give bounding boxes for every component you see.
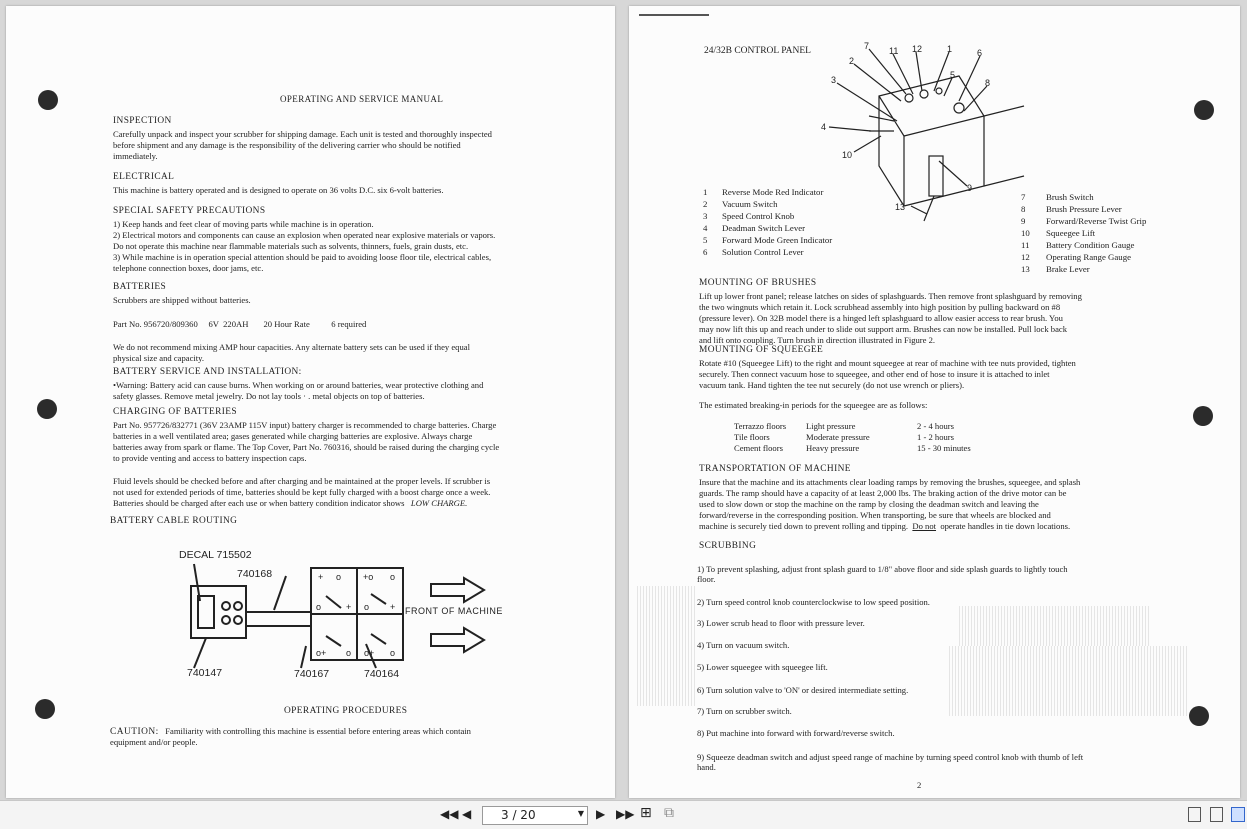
text-line: before shipment and any damage is the responsibility of the delivering carrier who should be notified <box>113 140 461 150</box>
text-line: Rotate #10 (Squeegee Lift) to the right and mount squeegee at rear of machine with tee nuts provided, tighten <box>699 358 1076 368</box>
svg-text:o: o <box>336 572 342 582</box>
text-line: vacuum tank. Hand tighten the tee nut securely (do not use wrench or pliers). <box>699 380 965 390</box>
step-line: 9) Squeeze deadman switch and adjust speed range of machine by turning speed control knob with thumb of left <box>697 752 1084 762</box>
part-label: 740167 <box>294 668 330 680</box>
step-line: hand. <box>697 762 716 772</box>
section-heading: OPERATING PROCEDURES <box>284 706 408 716</box>
legend-label: Forward Mode Green Indicator <box>722 235 833 245</box>
legend-label: Reverse Mode Red Indicator <box>722 187 824 197</box>
table-cell: 1 - 2 hours <box>917 432 954 442</box>
text-line: Fluid levels should be checked before and after charging and be maintained at the proper levels. If scrubber is <box>113 476 491 486</box>
text-line: immediately. <box>113 151 158 161</box>
svg-text:o: o <box>316 602 322 612</box>
legend-number: 5 <box>703 235 708 245</box>
page-indicator: 3 / 20 <box>501 808 536 822</box>
legend-label: Solution Control Lever <box>722 247 804 257</box>
legend-number: 13 <box>1021 264 1030 274</box>
step-line: floor. <box>697 574 716 584</box>
legend-number: 12 <box>1021 252 1030 262</box>
front-of-machine-label: FRONT OF MACHINE <box>405 606 503 616</box>
punch-hole <box>37 399 57 419</box>
text-line: equipment and/or people. <box>110 737 198 747</box>
text-line: This machine is battery operated and is designed to operate on 36 volts D.C. six 6-volt batteries. <box>113 185 444 195</box>
two-page-view-icon[interactable] <box>1231 807 1245 822</box>
text-line: machine is securely tied down to prevent rolling and tipping. Do not operate handles in tie down locations. <box>699 521 1071 531</box>
text-line: Lift up lower front panel; release latches on sides of splashguards. Then remove front splashguard by removing <box>699 291 1082 301</box>
text-line: Do not operate this machine near flammable materials such as solvents, thinners, fuels, grain dusts, etc. <box>113 241 469 251</box>
text-line: not used for extended periods of time, batteries should be kept fully charged with a boost charge once a week. <box>113 487 491 497</box>
first-page-icon[interactable]: ◀◀ <box>440 807 459 821</box>
svg-text:+o: +o <box>363 572 374 582</box>
legend-number: 2 <box>703 199 708 209</box>
step-line: 5) Lower squeegee with squeegee lift. <box>697 662 828 672</box>
section-heading: BATTERY CABLE ROUTING <box>110 516 238 526</box>
step-line: 2) Turn speed control knob counterclockwise to low speed position. <box>697 597 930 607</box>
svg-text:9: 9 <box>967 183 973 193</box>
table-cell: Tile floors <box>734 432 770 442</box>
part-label: 740164 <box>364 668 400 680</box>
legend-label: Brush Pressure Lever <box>1046 204 1122 214</box>
legend-number: 1 <box>703 187 708 197</box>
legend-label: Squeegee Lift <box>1046 228 1096 238</box>
part-label: 740147 <box>187 667 223 679</box>
text-line: 1) Keep hands and feet clear of moving parts while machine is in operation. <box>113 219 374 229</box>
decal-label: DECAL 715502 <box>179 549 252 561</box>
table-cell: Moderate pressure <box>806 432 870 442</box>
text-line: may now lift this up and reach under to slide out support arm. Brushes can now be installed. Pull lock back <box>699 324 1068 334</box>
text-line: The estimated breaking-in periods for the squeegee are as follows: <box>699 400 928 410</box>
svg-text:o: o <box>390 572 396 582</box>
text-line: CAUTION: Familiarity with controlling this machine is essential before entering areas which contain <box>110 726 471 737</box>
svg-text:o+: o+ <box>316 648 327 658</box>
low-charge-label: LOW CHARGE. <box>410 498 468 508</box>
svg-text:o: o <box>346 648 352 658</box>
caution-label: CAUTION: <box>110 727 159 737</box>
svg-text:4: 4 <box>821 122 827 132</box>
viewer-toolbar <box>0 800 1247 829</box>
panel-title: 24/32B CONTROL PANEL <box>704 46 811 56</box>
section-heading: BATTERY SERVICE AND INSTALLATION: <box>113 367 302 377</box>
text-line: to provide venting and access to battery inspection caps. <box>113 453 307 463</box>
svg-text:+: + <box>318 572 324 582</box>
legend-number: 8 <box>1021 204 1026 214</box>
punch-hole <box>38 90 58 110</box>
section-heading: MOUNTING OF BRUSHES <box>699 278 817 288</box>
legend-number: 9 <box>1021 216 1026 226</box>
legend-label: Battery Condition Gauge <box>1046 240 1135 250</box>
scan-noise <box>959 606 1149 646</box>
text-line: and lift onto coupling. Turn brush in direction illustrated in Figure 2. <box>699 335 936 345</box>
section-heading: CHARGING OF BATTERIES <box>113 407 238 417</box>
next-page-icon[interactable]: ▶ <box>596 807 606 821</box>
section-heading: ELECTRICAL <box>113 172 175 182</box>
svg-text:+: + <box>390 602 396 612</box>
callout-number: 7 <box>864 41 870 51</box>
copy-icon[interactable]: ⧉ <box>664 805 674 821</box>
text-line: 2) Electrical motors and components can cause an explosion when operated near explosive materials or vapors. <box>113 230 496 240</box>
svg-text:o: o <box>364 602 370 612</box>
text-line: batteries away from spark or flame. The Top Cover, Part No. 760316, should be raised during the charging cycle <box>113 442 500 452</box>
part-label: 740168 <box>237 568 273 580</box>
text-line: guards. The ramp should have a capacity of at least 2,000 lbs. The braking action of the drive motor can be <box>699 488 1067 498</box>
text-line: We do not recommend mixing AMP hour capacities. Any alternate battery sets can be used if they equal <box>113 342 470 352</box>
text-line: Batteries should be charged after each use or when battery condition indicator shows LOW CHARGE. <box>113 498 468 508</box>
last-page-icon[interactable]: ▶▶ <box>616 807 635 821</box>
table-cell: Heavy pressure <box>806 443 860 453</box>
control-panel-diagram <box>809 36 1039 226</box>
text-line: Carefully unpack and inspect your scrubber for shipping damage. Each unit is tested and thoroughly inspected <box>113 129 492 139</box>
table-cell: Terrazzo floors <box>734 421 787 431</box>
step-line: 7) Turn on scrubber switch. <box>697 706 792 716</box>
text-line: telephone connection boxes, door jams, etc. <box>113 263 264 273</box>
scan-noise <box>637 586 697 706</box>
section-heading: SPECIAL SAFETY PRECAUTIONS <box>113 206 266 216</box>
single-page-view-icon[interactable] <box>1188 807 1201 822</box>
text-line: batteries in a well ventilated area; gases generated while charging batteries are explosive. Always charge <box>113 431 473 441</box>
svg-text:1: 1 <box>947 44 953 54</box>
legend-label: Brake Lever <box>1046 264 1090 274</box>
text-line: •Warning: Battery acid can cause burns. When working on or around batteries, wear protective clothing and <box>113 380 484 390</box>
section-heading: INSPECTION <box>113 116 172 126</box>
punch-hole <box>1194 100 1214 120</box>
scan-noise <box>949 646 1189 716</box>
text-line: Scrubbers are shipped without batteries. <box>113 295 251 305</box>
svg-text:o: o <box>390 648 396 658</box>
text-line: used to slow down or stop the machine on the ramp by closing the deadman switch and leaving the <box>699 499 1039 509</box>
legend-label: Deadman Switch Lever <box>722 223 806 233</box>
section-heading: BATTERIES <box>113 282 167 292</box>
legend-number: 11 <box>1021 240 1030 250</box>
chevron-down-icon[interactable]: ▼ <box>577 809 584 818</box>
legend-label: Speed Control Knob <box>722 211 795 221</box>
text-line: Part No. 956720/809360 6V 220AH 20 Hour Rate 6 required <box>113 319 367 329</box>
punch-hole <box>35 699 55 719</box>
text-line: securely. Then connect vacuum hose to squeegee, and other end of hose to insure it is attached to inlet <box>699 369 1050 379</box>
legend-label: Forward/Reverse Twist Grip <box>1046 216 1147 226</box>
step-line: 3) Lower scrub head to floor with pressure lever. <box>697 618 865 628</box>
scan-mark <box>639 14 709 16</box>
page-right <box>629 6 1240 798</box>
section-heading: TRANSPORTATION OF MACHINE <box>699 464 851 474</box>
table-cell: 2 - 4 hours <box>917 421 954 431</box>
svg-text:5: 5 <box>950 70 956 80</box>
previous-page-icon[interactable]: ◀ <box>462 807 472 821</box>
svg-text:10: 10 <box>842 150 853 160</box>
text-line: Insure that the machine and its attachments clear loading ramps by removing the brushes, squeegee, and splash <box>699 477 1081 487</box>
legend-label: Brush Switch <box>1046 192 1094 202</box>
section-heading: SCRUBBING <box>699 541 757 551</box>
svg-text:2: 2 <box>849 56 855 66</box>
svg-text:+: + <box>346 602 352 612</box>
rotate-icon[interactable]: ⊞ <box>640 805 652 821</box>
step-line: 8) Put machine into forward with forward/reverse switch. <box>697 728 895 738</box>
punch-hole <box>1193 406 1213 426</box>
legend-number: 4 <box>703 223 708 233</box>
svg-text:8: 8 <box>985 78 991 88</box>
step-line: 1) To prevent splashing, adjust front splash guard to 1/8" above floor and side splash guards to lightly touch <box>697 564 1068 574</box>
svg-text:12: 12 <box>912 44 923 54</box>
svg-text:13: 13 <box>895 202 906 212</box>
section-heading: MOUNTING OF SQUEEGEE <box>699 345 824 355</box>
legend-number: 3 <box>703 211 708 221</box>
manual-title: OPERATING AND SERVICE MANUAL <box>280 94 444 104</box>
table-cell: Light pressure <box>806 421 856 431</box>
text-line: Part No. 957726/832771 (36V 23AMP 115V input) battery charger is recommended to charge batteries. Charge <box>113 420 497 430</box>
continuous-view-icon[interactable] <box>1210 807 1223 822</box>
page-left <box>6 6 615 798</box>
svg-text:o+: o+ <box>364 648 375 658</box>
text-line: 3) While machine is in operation special attention should be paid to avoiding loose floor tile, electrical cables, <box>113 252 492 262</box>
legend-number: 6 <box>703 247 708 257</box>
table-cell: 15 - 30 minutes <box>917 443 971 453</box>
text-line: safety glasses. Remove metal jewelry. Do not lay tools · . metal objects on top of batteries. <box>113 391 425 401</box>
legend-number: 10 <box>1021 228 1030 238</box>
svg-text:11: 11 <box>889 46 899 56</box>
legend-number: 7 <box>1021 192 1026 202</box>
svg-text:3: 3 <box>831 75 837 85</box>
page-number: 2 <box>917 780 922 790</box>
text-line: physical size and capacity. <box>113 353 205 363</box>
punch-hole <box>1189 706 1209 726</box>
svg-text:6: 6 <box>977 48 983 58</box>
legend-label: Operating Range Gauge <box>1046 252 1132 262</box>
page-select[interactable] <box>482 806 588 825</box>
step-line: 4) Turn on vacuum switch. <box>697 640 790 650</box>
step-line: 6) Turn solution valve to 'ON' or desired intermediate setting. <box>697 685 909 695</box>
table-cell: Cement floors <box>734 443 783 453</box>
legend-label: Vacuum Switch <box>722 199 778 209</box>
text-line: (pressure lever). On 32B model there is a hinged left splashguard to allow easier access to rear brush. You <box>699 313 1063 323</box>
text-line: forward/reverse in the corresponding position. When transporting, be sure that wheels are blocked and <box>699 510 1051 520</box>
text-line: the two wingnuts which retain it. Lock scrubhead assembly into high position by pulling backward on #8 <box>699 302 1061 312</box>
